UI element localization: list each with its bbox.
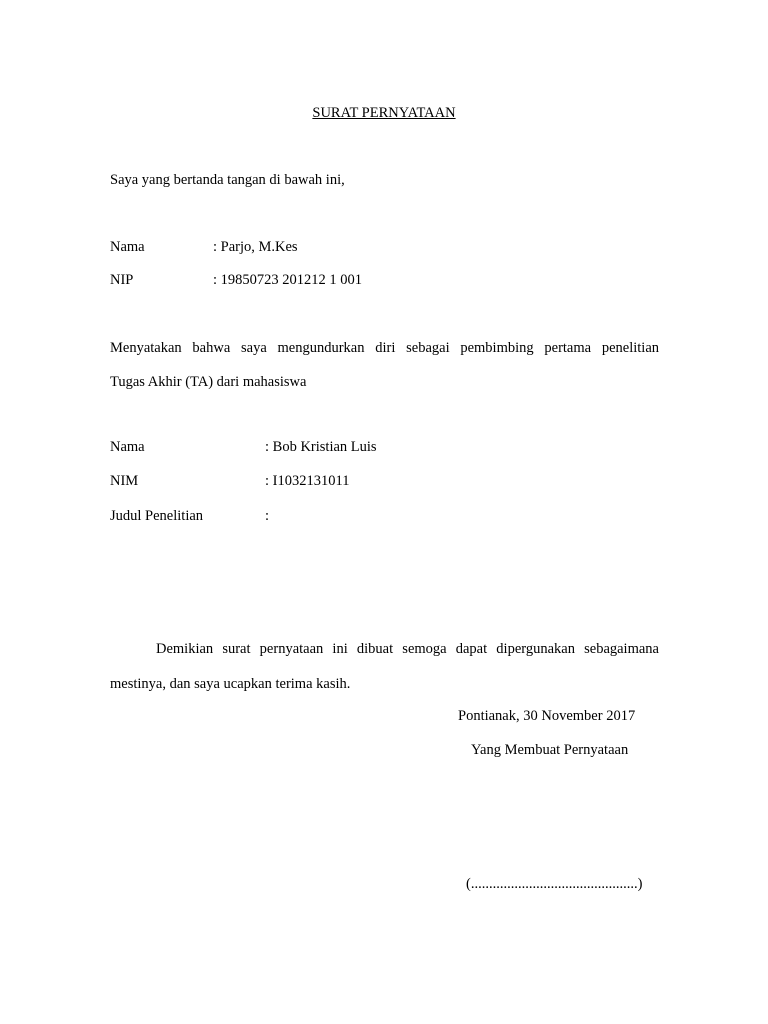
closing-line-2: mestinya, dan saya ucapkan terima kasih.: [110, 676, 351, 692]
student-nim-label: NIM: [110, 473, 139, 489]
student-name-value: : Bob Kristian Luis: [265, 439, 377, 455]
student-nim-value: : I1032131011: [265, 473, 350, 489]
place-date: Pontianak, 30 November 2017: [458, 708, 636, 724]
statement-line-1: Menyatakan bahwa saya mengundurkan diri sebagai pembimbing pertama penelitian: [110, 340, 659, 356]
intro-text: Saya yang bertanda tangan di bawah ini,: [110, 172, 345, 188]
document-title: SURAT PERNYATAAN: [312, 105, 456, 121]
signer-nip-value: : 19850723 201212 1 001: [213, 272, 363, 288]
research-title-label: Judul Penelitian: [110, 508, 204, 524]
student-name-label: Nama: [110, 439, 145, 455]
signature-blank: (..............................................): [466, 876, 643, 892]
research-title-value: :: [265, 508, 270, 524]
signer-role: Yang Membuat Pernyataan: [471, 742, 629, 758]
signer-nip-label: NIP: [110, 272, 134, 288]
signer-name-value: : Parjo, M.Kes: [213, 239, 298, 255]
statement-line-2: Tugas Akhir (TA) dari mahasiswa: [110, 374, 307, 390]
closing-line-1: Demikian surat pernyataan ini dibuat semoga dapat dipergunakan sebagaimana: [156, 641, 659, 657]
signer-name-label: Nama: [110, 239, 145, 255]
